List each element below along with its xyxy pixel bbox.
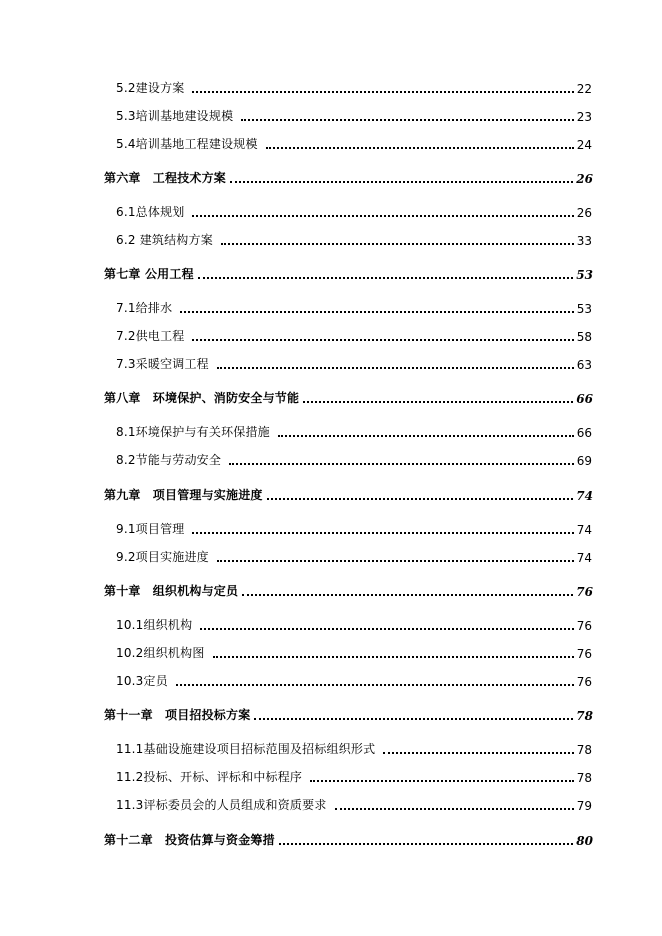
toc-page-number: 58 [576, 330, 592, 344]
toc-leader-dots [310, 774, 574, 782]
toc-page-number: 76 [576, 619, 592, 633]
toc-leader-dots [279, 837, 573, 845]
toc-leader-dots [383, 746, 573, 754]
toc-entry-title: 5.2建设方案 [116, 81, 185, 95]
toc-leader-dots [241, 113, 573, 121]
toc-entry-11-1[interactable] [116, 737, 592, 757]
toc-leader-dots [267, 492, 574, 500]
toc-chapter-title: 第七章 公用工程 [104, 267, 194, 281]
toc-entry-title: 7.2供电工程 [116, 329, 185, 343]
toc-entry-title: 10.1组织机构 [116, 618, 193, 632]
toc-entry-7-3[interactable] [116, 352, 592, 372]
toc-entry-title: 8.2节能与劳动安全 [116, 453, 222, 467]
toc-page-number: 23 [576, 110, 592, 124]
toc-chapter-12[interactable] [104, 828, 593, 848]
toc-entry-title: 10.2组织机构图 [116, 646, 205, 660]
toc-chapter-11[interactable] [104, 703, 593, 723]
toc-page-number: 76 [576, 585, 593, 599]
toc-leader-dots [217, 361, 574, 369]
toc-page-number: 76 [576, 647, 592, 661]
toc-entry-title: 9.2项目实施进度 [116, 550, 209, 564]
toc-entry-6-2[interactable] [116, 228, 592, 248]
toc-chapter-title: 第九章 项目管理与实施进度 [104, 488, 263, 502]
toc-entry-title: 10.3定员 [116, 674, 168, 688]
toc-page-number: 78 [576, 709, 593, 723]
toc-chapter-8[interactable] [104, 386, 593, 406]
toc-page-number: 74 [576, 523, 592, 537]
toc-entry-7-2[interactable] [116, 324, 592, 344]
toc-leader-dots [192, 333, 573, 341]
toc-page-number: 22 [576, 82, 592, 96]
toc-page-number: 63 [576, 358, 592, 372]
toc-leader-dots [278, 429, 574, 437]
toc-leader-dots [213, 650, 574, 658]
toc-leader-dots [303, 395, 573, 403]
toc-leader-dots [200, 622, 573, 630]
toc-entry-5-2[interactable] [116, 76, 592, 96]
toc-page-number: 66 [576, 426, 592, 440]
toc-leader-dots [180, 305, 573, 313]
toc-page-number: 80 [576, 834, 593, 848]
toc-entry-5-3[interactable] [116, 104, 592, 124]
toc-entry-10-1[interactable] [116, 613, 592, 633]
toc-chapter-10[interactable] [104, 579, 593, 599]
toc-page-number: 74 [576, 551, 592, 565]
toc-entry-title: 6.2 建筑结构方案 [116, 233, 213, 247]
toc-chapter-6[interactable] [104, 166, 593, 186]
toc-chapter-title: 第八章 环境保护、消防安全与节能 [104, 391, 300, 405]
toc-leader-dots [192, 209, 573, 217]
toc-leader-dots [176, 678, 574, 686]
toc-chapter-7[interactable] [104, 262, 593, 282]
toc-entry-9-1[interactable] [116, 517, 592, 537]
toc-leader-dots [221, 237, 574, 245]
toc-leader-dots [266, 141, 574, 149]
toc-entry-title: 7.1给排水 [116, 301, 173, 315]
toc-entry-11-3[interactable] [116, 793, 592, 813]
toc-leader-dots [192, 526, 573, 534]
toc-entry-5-4[interactable] [116, 132, 592, 152]
toc-page-number: 69 [576, 454, 592, 468]
toc-page-number: 53 [576, 302, 592, 316]
toc-entry-title: 11.2投标、开标、评标和中标程序 [116, 770, 303, 784]
toc-chapter-title: 第十一章 项目招投标方案 [104, 708, 251, 722]
toc-entry-9-2[interactable] [116, 545, 592, 565]
toc-entry-title: 7.3采暖空调工程 [116, 357, 209, 371]
toc-page-number: 26 [576, 206, 592, 220]
toc-page-number: 26 [576, 172, 593, 186]
toc-page-number: 33 [576, 234, 592, 248]
toc-entry-8-2[interactable] [116, 448, 592, 468]
toc-leader-dots [254, 712, 573, 720]
toc-leader-dots [335, 802, 574, 810]
toc-page-number: 66 [576, 392, 593, 406]
toc-chapter-title: 第十二章 投资估算与资金筹措 [104, 833, 275, 847]
toc-chapter-title: 第六章 工程技术方案 [104, 171, 227, 185]
toc-entry-title: 11.1基础设施建设项目招标范围及招标组织形式 [116, 742, 376, 756]
toc-page-number: 53 [576, 268, 593, 282]
toc-chapter-9[interactable] [104, 483, 593, 503]
toc-entry-title: 11.3评标委员会的人员组成和资质要求 [116, 798, 327, 812]
toc-leader-dots [229, 457, 574, 465]
toc-page-number: 78 [576, 771, 592, 785]
toc-leader-dots [230, 175, 573, 183]
toc-leader-dots [192, 85, 573, 93]
toc-entry-10-2[interactable] [116, 641, 592, 661]
toc-entry-10-3[interactable] [116, 669, 592, 689]
toc-entry-7-1[interactable] [116, 296, 592, 316]
toc-entry-title: 5.4培训基地工程建设规模 [116, 137, 258, 151]
toc-chapter-title: 第十章 组织机构与定员 [104, 584, 239, 598]
toc-entry-6-1[interactable] [116, 200, 592, 220]
toc-page-number: 79 [576, 799, 592, 813]
toc-leader-dots [217, 554, 574, 562]
toc-entry-title: 5.3培训基地建设规模 [116, 109, 234, 123]
toc-page-number: 76 [576, 675, 592, 689]
toc-entry-title: 6.1总体规划 [116, 205, 185, 219]
toc-entry-11-2[interactable] [116, 765, 592, 785]
toc-leader-dots [242, 588, 573, 596]
toc-entry-title: 9.1项目管理 [116, 522, 185, 536]
toc-entry-title: 8.1环境保护与有关环保措施 [116, 425, 270, 439]
toc-page-number: 74 [576, 489, 593, 503]
toc-page-number: 24 [576, 138, 592, 152]
toc-page-number: 78 [576, 743, 592, 757]
toc-entry-8-1[interactable] [116, 420, 592, 440]
toc-leader-dots [198, 271, 574, 279]
